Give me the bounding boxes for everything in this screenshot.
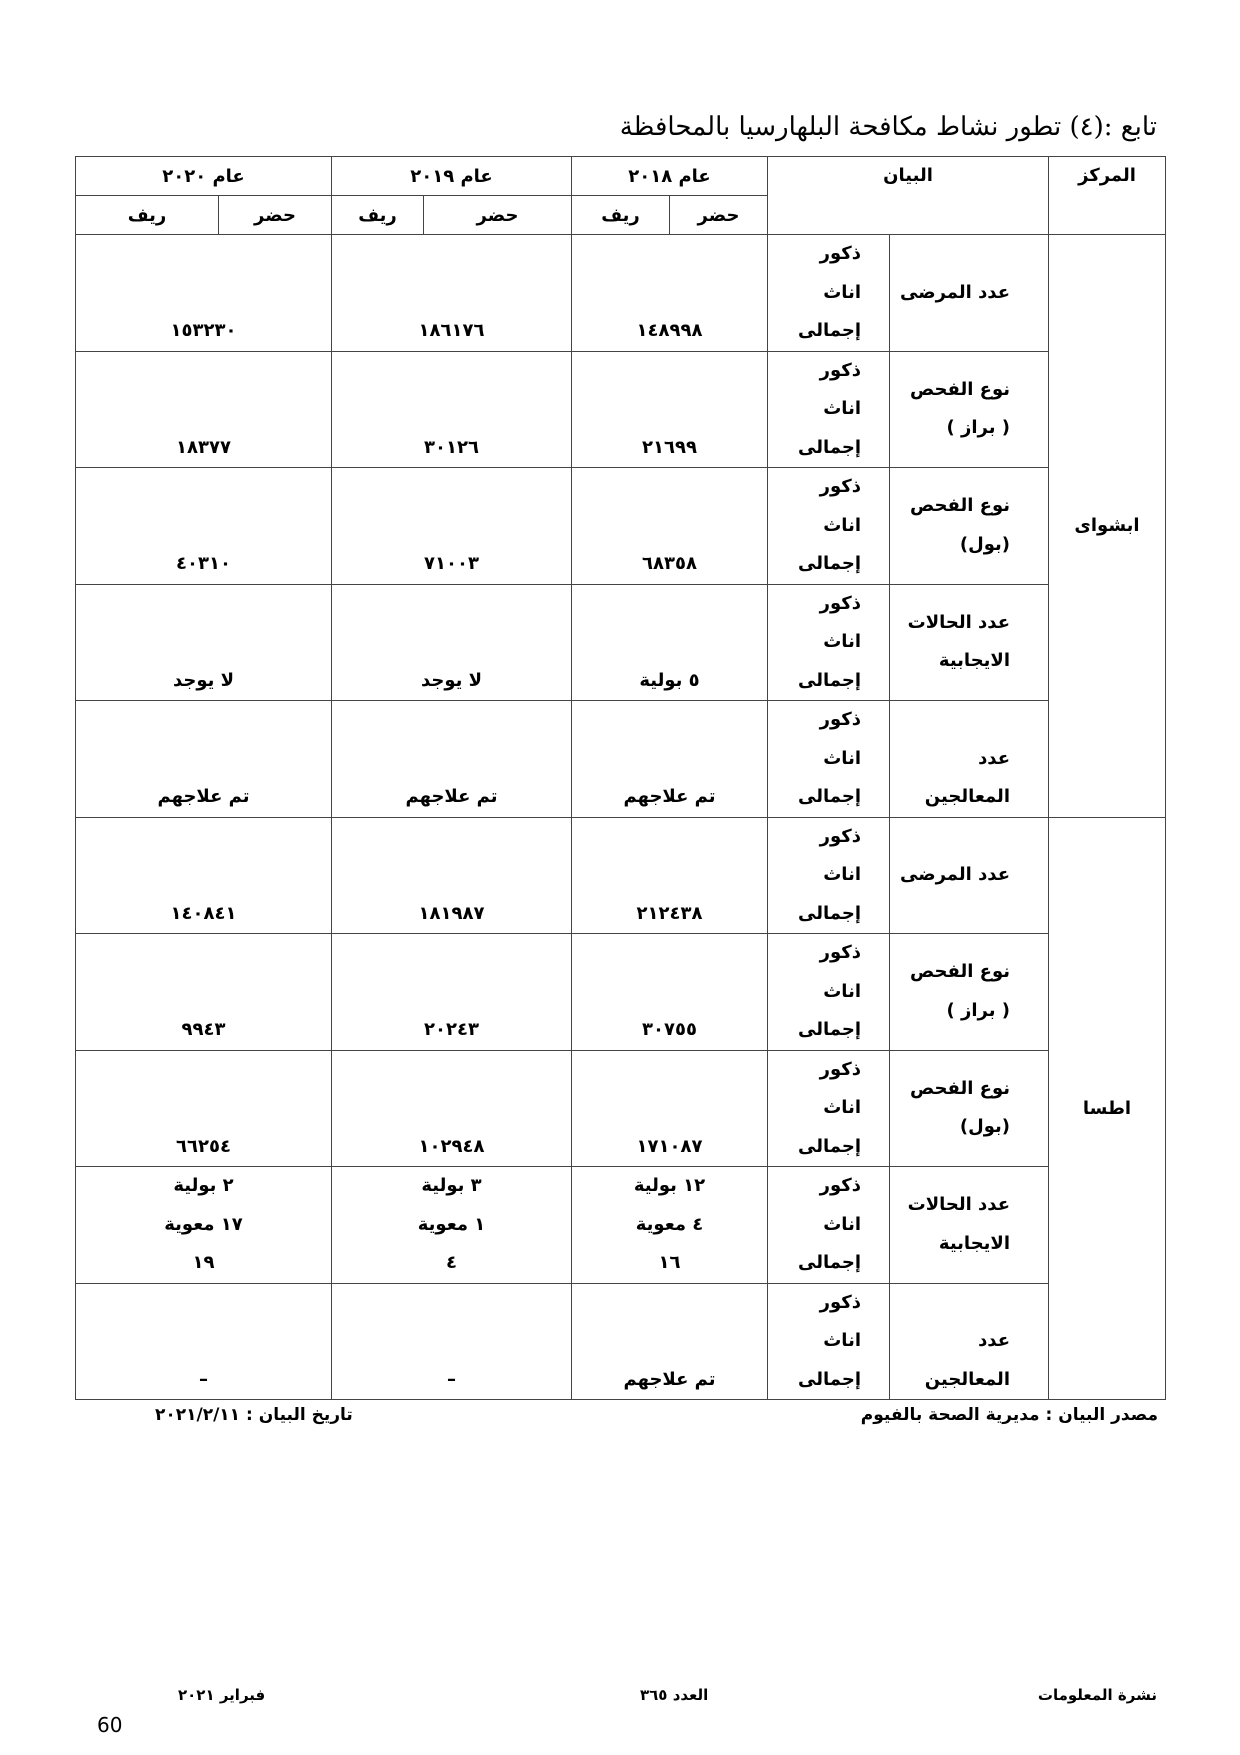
table-body bbox=[76, 235, 1166, 1400]
sex-label: إجمالى bbox=[798, 553, 861, 574]
year-value-cell bbox=[572, 1283, 768, 1400]
sex-label: اناث bbox=[823, 1330, 861, 1351]
year-value-cell bbox=[76, 934, 332, 1051]
sex-label: إجمالى bbox=[798, 902, 861, 924]
sex-label: ذكور bbox=[819, 942, 861, 963]
value-line: ٤ bbox=[446, 1252, 457, 1273]
value-line bbox=[76, 740, 331, 779]
year-value-cell bbox=[332, 1050, 572, 1167]
year-value-cell bbox=[572, 1050, 768, 1167]
value-line bbox=[572, 274, 767, 313]
value-line: ٤٠٣١٠ bbox=[176, 553, 231, 574]
center-name: اطسا bbox=[1049, 817, 1166, 1400]
value-line bbox=[332, 934, 571, 973]
row-label-line: (بول) bbox=[959, 1116, 1010, 1138]
value-line bbox=[572, 934, 767, 973]
value-line bbox=[572, 585, 767, 624]
row-label-line: نوع الفحص bbox=[909, 495, 1010, 517]
value-line bbox=[572, 1322, 767, 1361]
row-label bbox=[890, 934, 1049, 1051]
value-line bbox=[572, 701, 767, 740]
value-line bbox=[332, 856, 571, 895]
value-line: ١٥٣٢٣٠ bbox=[170, 320, 237, 341]
sex-labels bbox=[768, 817, 890, 934]
value-line: ١ معوية bbox=[417, 1213, 486, 1235]
sex-labels bbox=[768, 1283, 890, 1400]
row-label bbox=[890, 1050, 1049, 1167]
sex-label: اناث bbox=[823, 1213, 861, 1235]
sex-label: اناث bbox=[823, 864, 861, 885]
sex-labels bbox=[768, 468, 890, 585]
value-line bbox=[76, 585, 331, 624]
value-line: ١٧١٠٨٧ bbox=[636, 1135, 703, 1157]
year-value-cell bbox=[572, 701, 768, 818]
value-line: ٣٠٧٥٥ bbox=[642, 1019, 697, 1040]
sex-labels bbox=[768, 351, 890, 468]
value-line: ١٨٦١٧٦ bbox=[418, 320, 485, 341]
value-line bbox=[332, 235, 571, 274]
row-label-line: نوع الفحص bbox=[909, 378, 1010, 400]
row-label-line: عدد الحالات bbox=[907, 1194, 1010, 1216]
value-line bbox=[332, 1089, 571, 1128]
value-line bbox=[572, 1051, 767, 1090]
value-line: ٩٩٤٣ bbox=[181, 1019, 226, 1040]
sex-label: ذكور bbox=[819, 709, 861, 730]
footer-publication: نشرة المعلومات bbox=[1037, 1686, 1157, 1704]
year-value-cell bbox=[572, 235, 768, 352]
header-year-2018: عام ٢٠١٨ bbox=[572, 157, 768, 196]
sex-label: ذكور bbox=[819, 1175, 861, 1196]
year-value-cell bbox=[332, 235, 572, 352]
row-label bbox=[890, 235, 1049, 352]
row-label-line: (بول) bbox=[959, 533, 1010, 555]
value-line: ٢١٦٩٩ bbox=[642, 436, 697, 458]
value-line bbox=[76, 934, 331, 973]
row-label-line: نوع الفحص bbox=[909, 961, 1010, 983]
year-value-cell bbox=[332, 817, 572, 934]
sex-labels bbox=[768, 1167, 890, 1284]
sex-label: ذكور bbox=[819, 1058, 861, 1080]
table-row bbox=[76, 235, 1166, 352]
sex-label: ذكور bbox=[819, 825, 861, 847]
value-line bbox=[332, 390, 571, 429]
value-line: ٤ معوية bbox=[635, 1213, 704, 1235]
footer-issue: العدد ٣٦٥ bbox=[640, 1686, 709, 1704]
value-line bbox=[332, 507, 571, 546]
value-line: ١٨١٩٨٧ bbox=[418, 902, 485, 924]
sex-labels bbox=[768, 934, 890, 1051]
value-line bbox=[76, 1284, 331, 1323]
row-label bbox=[890, 1167, 1049, 1284]
value-line bbox=[76, 818, 331, 857]
sex-label: إجمالى bbox=[798, 1135, 861, 1157]
table-row bbox=[76, 817, 1166, 934]
year-value-cell bbox=[572, 817, 768, 934]
data-date: تاريخ البيان : ٢٠٢١/٢/١١ bbox=[155, 1405, 353, 1425]
value-line: ١٩ bbox=[192, 1252, 215, 1273]
sex-labels bbox=[768, 701, 890, 818]
sex-label: اناث bbox=[823, 631, 861, 652]
value-line: ١٤٨٩٩٨ bbox=[636, 320, 703, 341]
value-line: – bbox=[199, 1368, 208, 1390]
value-line bbox=[76, 973, 331, 1012]
value-line: تم علاجهم bbox=[405, 786, 498, 807]
value-line: ٧١٠٠٣ bbox=[424, 553, 479, 574]
sex-label: إجمالى bbox=[798, 320, 861, 341]
sex-label: ذكور bbox=[819, 243, 861, 264]
year-value-cell bbox=[332, 701, 572, 818]
year-value-cell bbox=[76, 1167, 332, 1284]
value-line: ٣ بولية bbox=[421, 1175, 482, 1196]
sex-label: اناث bbox=[823, 398, 861, 419]
sex-label: إجمالى bbox=[798, 786, 861, 807]
year-value-cell bbox=[76, 351, 332, 468]
row-label-line: عدد المرضى bbox=[900, 864, 1010, 885]
row-label bbox=[890, 1283, 1049, 1400]
year-value-cell bbox=[76, 584, 332, 701]
sex-label: إجمالى bbox=[798, 669, 861, 691]
value-line bbox=[76, 1322, 331, 1361]
year-value-cell bbox=[76, 817, 332, 934]
value-line: ٥ بولية bbox=[639, 669, 700, 691]
header-year-2020: عام ٢٠٢٠ bbox=[76, 157, 332, 196]
header-rural: ريف bbox=[572, 196, 670, 235]
value-line: ٢ بولية bbox=[173, 1175, 234, 1196]
value-line: ١٦ bbox=[658, 1252, 681, 1273]
header-item: البيان bbox=[768, 157, 1049, 235]
value-line bbox=[332, 973, 571, 1012]
value-line bbox=[332, 468, 571, 507]
value-line bbox=[76, 468, 331, 507]
sex-labels bbox=[768, 235, 890, 352]
page-title: تابع :(٤) تطور نشاط مكافحة البلهارسيا بالمحافظة bbox=[619, 112, 1157, 142]
sex-label: اناث bbox=[823, 514, 861, 536]
row-label-line: نوع الفحص bbox=[909, 1077, 1010, 1099]
sex-label: ذكور bbox=[819, 1291, 861, 1313]
value-line bbox=[572, 468, 767, 507]
table-row bbox=[76, 1167, 1166, 1284]
footer-date: فبراير ٢٠٢١ bbox=[178, 1686, 266, 1704]
value-line: ١٨٣٧٧ bbox=[176, 436, 231, 458]
value-line bbox=[332, 1284, 571, 1323]
sex-labels bbox=[768, 1050, 890, 1167]
value-line: ٣٠١٢٦ bbox=[424, 436, 479, 458]
value-line: ١٤٠٨٤١ bbox=[170, 902, 237, 924]
value-line bbox=[572, 235, 767, 274]
sex-label: إجمالى bbox=[798, 1368, 861, 1390]
year-value-cell bbox=[76, 701, 332, 818]
row-label bbox=[890, 468, 1049, 585]
row-label bbox=[890, 817, 1049, 934]
header-urban: حضر bbox=[219, 196, 332, 235]
value-line bbox=[76, 856, 331, 895]
value-line bbox=[76, 1051, 331, 1090]
table-row bbox=[76, 1283, 1166, 1400]
year-value-cell bbox=[332, 468, 572, 585]
value-line bbox=[76, 701, 331, 740]
value-line: – bbox=[447, 1368, 456, 1390]
sex-label: اناث bbox=[823, 980, 861, 1002]
table-row bbox=[76, 1050, 1166, 1167]
value-line bbox=[332, 623, 571, 662]
value-line bbox=[332, 701, 571, 740]
year-value-cell bbox=[332, 1283, 572, 1400]
sex-label: اناث bbox=[823, 281, 861, 303]
row-label-line: عدد الحالات bbox=[907, 611, 1010, 633]
sex-labels bbox=[768, 584, 890, 701]
year-value-cell bbox=[76, 1283, 332, 1400]
header-urban: حضر bbox=[424, 196, 572, 235]
row-label-line: ( براز ) bbox=[946, 999, 1010, 1021]
year-value-cell bbox=[572, 584, 768, 701]
table-row bbox=[76, 351, 1166, 468]
sex-label: ذكور bbox=[819, 476, 861, 497]
page-number: 60 bbox=[97, 1713, 123, 1737]
value-line: ١٢ بولية bbox=[633, 1175, 706, 1196]
year-value-cell bbox=[572, 468, 768, 585]
table-row bbox=[76, 934, 1166, 1051]
value-line bbox=[572, 856, 767, 895]
value-line bbox=[76, 507, 331, 546]
value-line: لا يوجد bbox=[420, 669, 483, 691]
header-rural: ريف bbox=[76, 196, 219, 235]
value-line: لا يوجد bbox=[172, 669, 235, 691]
value-line bbox=[572, 740, 767, 779]
value-line bbox=[332, 818, 571, 857]
table-row bbox=[76, 468, 1166, 585]
data-source: مصدر البيان : مديرية الصحة بالفيوم bbox=[860, 1405, 1158, 1425]
value-line: تم علاجهم bbox=[157, 786, 250, 807]
center-name: ابشواى bbox=[1049, 235, 1166, 818]
row-label-line: الايجابية bbox=[938, 1232, 1010, 1254]
value-line bbox=[572, 623, 767, 662]
value-line bbox=[572, 1284, 767, 1323]
year-value-cell bbox=[572, 934, 768, 1051]
value-line bbox=[76, 1089, 331, 1128]
sex-label: إجمالى bbox=[798, 1252, 861, 1273]
row-label-line: الايجابية bbox=[938, 650, 1010, 672]
value-line: ١٠٢٩٤٨ bbox=[418, 1135, 485, 1157]
table-row bbox=[76, 584, 1166, 701]
header-rural: ريف bbox=[332, 196, 424, 235]
header-year-2019: عام ٢٠١٩ bbox=[332, 157, 572, 196]
value-line bbox=[76, 235, 331, 274]
row-label bbox=[890, 584, 1049, 701]
value-line: ٦٦٢٥٤ bbox=[176, 1135, 231, 1157]
value-line: ٢١٢٤٣٨ bbox=[636, 902, 703, 924]
year-value-cell bbox=[332, 1167, 572, 1284]
sex-label: ذكور bbox=[819, 359, 861, 381]
sex-label: إجمالى bbox=[798, 1019, 861, 1040]
sex-label: اناث bbox=[823, 747, 861, 769]
value-line bbox=[572, 973, 767, 1012]
value-line bbox=[332, 585, 571, 624]
year-value-cell bbox=[332, 351, 572, 468]
value-line bbox=[572, 1089, 767, 1128]
sex-label: إجمالى bbox=[798, 436, 861, 458]
value-line bbox=[76, 274, 331, 313]
value-line bbox=[332, 352, 571, 391]
value-line: ٢٠٢٤٣ bbox=[424, 1019, 479, 1040]
value-line bbox=[76, 390, 331, 429]
header-center: المركز bbox=[1049, 157, 1166, 235]
value-line: تم علاجهم bbox=[623, 786, 716, 807]
year-value-cell bbox=[332, 934, 572, 1051]
sex-label: اناث bbox=[823, 1097, 861, 1118]
value-line bbox=[332, 1051, 571, 1090]
value-line: تم علاجهم bbox=[623, 1368, 716, 1390]
value-line bbox=[572, 352, 767, 391]
year-value-cell bbox=[76, 235, 332, 352]
value-line: ٦٨٣٥٨ bbox=[642, 553, 697, 574]
value-line bbox=[76, 352, 331, 391]
sex-label: ذكور bbox=[819, 592, 861, 614]
header-urban: حضر bbox=[670, 196, 768, 235]
value-line bbox=[76, 623, 331, 662]
year-value-cell bbox=[76, 468, 332, 585]
year-value-cell bbox=[332, 584, 572, 701]
year-value-cell bbox=[572, 1167, 768, 1284]
row-label bbox=[890, 351, 1049, 468]
value-line bbox=[572, 818, 767, 857]
year-value-cell bbox=[76, 1050, 332, 1167]
value-line bbox=[332, 274, 571, 313]
row-label-line: عدد المعالجين bbox=[924, 747, 1010, 807]
schistosomiasis-table bbox=[75, 156, 1166, 1400]
row-label bbox=[890, 701, 1049, 818]
value-line: ١٧ معوية bbox=[164, 1213, 243, 1235]
table-row bbox=[76, 701, 1166, 818]
value-line bbox=[572, 507, 767, 546]
row-label-line: عدد المرضى bbox=[900, 281, 1010, 303]
row-label-line: ( براز ) bbox=[946, 417, 1010, 439]
value-line bbox=[572, 390, 767, 429]
year-value-cell bbox=[572, 351, 768, 468]
value-line bbox=[332, 740, 571, 779]
value-line bbox=[332, 1322, 571, 1361]
row-label-line: عدد المعالجين bbox=[924, 1330, 1010, 1390]
